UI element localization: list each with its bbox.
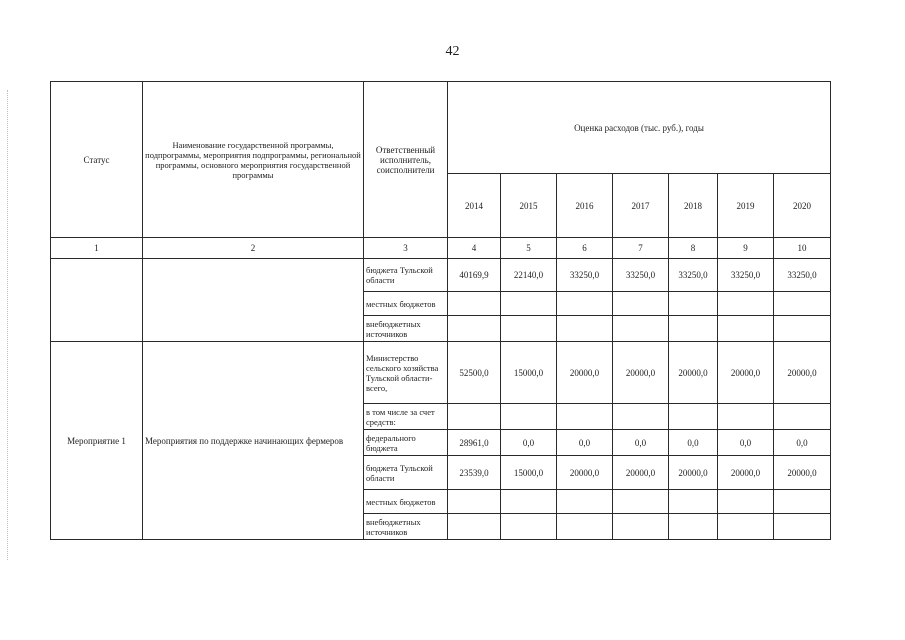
value-cell (501, 490, 557, 514)
event-status: Мероприятие 1 (51, 342, 143, 540)
value-cell: 33250,0 (613, 259, 669, 292)
header-status: Статус (51, 82, 143, 238)
value-cell: 20000,0 (718, 456, 774, 490)
value-cell (501, 292, 557, 316)
source-cell: Министерство сельского хозяйства Тульской области- всего, (364, 342, 448, 404)
value-cell (557, 404, 613, 430)
source-cell: местных бюджетов (364, 490, 448, 514)
column-number: 10 (774, 238, 831, 259)
block1-status-cell (51, 259, 143, 342)
value-cell: 15000,0 (501, 456, 557, 490)
value-cell (557, 316, 613, 342)
value-cell (448, 514, 501, 540)
value-cell (774, 514, 831, 540)
value-cell (669, 514, 718, 540)
value-cell (448, 490, 501, 514)
value-cell (613, 514, 669, 540)
value-cell: 28961,0 (448, 430, 501, 456)
value-cell (718, 490, 774, 514)
value-cell (613, 404, 669, 430)
value-cell: 0,0 (718, 430, 774, 456)
value-cell (613, 292, 669, 316)
value-cell: 33250,0 (557, 259, 613, 292)
value-cell: 52500,0 (448, 342, 501, 404)
value-cell: 0,0 (557, 430, 613, 456)
block1-name-cell (143, 259, 364, 342)
column-number: 2 (143, 238, 364, 259)
value-cell (718, 292, 774, 316)
value-cell (557, 490, 613, 514)
value-cell (669, 490, 718, 514)
value-cell (501, 316, 557, 342)
value-cell: 23539,0 (448, 456, 501, 490)
table-row (51, 342, 831, 404)
value-cell (448, 316, 501, 342)
value-cell: 20000,0 (669, 456, 718, 490)
value-cell (774, 404, 831, 430)
value-cell (669, 292, 718, 316)
value-cell: 40169,9 (448, 259, 501, 292)
value-cell: 20000,0 (774, 456, 831, 490)
value-cell: 33250,0 (669, 259, 718, 292)
source-cell: бюджета Тульской области (364, 456, 448, 490)
budget-table (50, 81, 831, 540)
source-cell: внебюджетных источников (364, 316, 448, 342)
header-executor: Ответственный исполнитель, соисполнители (364, 82, 448, 238)
value-cell (448, 292, 501, 316)
year-cell: 2015 (501, 174, 557, 238)
column-number: 3 (364, 238, 448, 259)
value-cell (669, 316, 718, 342)
value-cell (501, 404, 557, 430)
value-cell: 20000,0 (613, 456, 669, 490)
value-cell (557, 292, 613, 316)
value-cell (669, 404, 718, 430)
year-cell: 2014 (448, 174, 501, 238)
value-cell (774, 292, 831, 316)
value-cell: 0,0 (774, 430, 831, 456)
year-cell: 2016 (557, 174, 613, 238)
year-cell: 2017 (613, 174, 669, 238)
value-cell: 20000,0 (718, 342, 774, 404)
year-cell: 2018 (669, 174, 718, 238)
header-costs: Оценка расходов (тыс. руб.), годы (448, 82, 831, 174)
column-number: 7 (613, 238, 669, 259)
value-cell: 33250,0 (774, 259, 831, 292)
source-cell: федерального бюджета (364, 430, 448, 456)
page-number: 42 (445, 44, 460, 59)
header-name: Наименование государственной программы, подпрограммы, мероприятия подпрограммы, региональной программы, основного мероприятия государственной программы (143, 82, 364, 238)
source-cell: местных бюджетов (364, 292, 448, 316)
source-cell: в том числе за счет средств: (364, 404, 448, 430)
header-row-top (51, 82, 831, 174)
column-number: 5 (501, 238, 557, 259)
event-name: Мероприятия по поддержке начинающих фермеров (143, 342, 364, 540)
value-cell: 0,0 (669, 430, 718, 456)
value-cell: 0,0 (613, 430, 669, 456)
value-cell: 33250,0 (718, 259, 774, 292)
value-cell (448, 404, 501, 430)
value-cell (718, 316, 774, 342)
value-cell (613, 490, 669, 514)
column-number-row (51, 238, 831, 259)
source-cell: бюджета Тульской области (364, 259, 448, 292)
column-number: 1 (51, 238, 143, 259)
value-cell (774, 490, 831, 514)
value-cell (718, 514, 774, 540)
value-cell (718, 404, 774, 430)
value-cell (613, 316, 669, 342)
column-number: 9 (718, 238, 774, 259)
value-cell: 20000,0 (669, 342, 718, 404)
column-number: 6 (557, 238, 613, 259)
value-cell (501, 514, 557, 540)
value-cell (774, 316, 831, 342)
scan-edge-marks (7, 90, 9, 560)
value-cell: 15000,0 (501, 342, 557, 404)
value-cell: 20000,0 (557, 342, 613, 404)
value-cell: 0,0 (501, 430, 557, 456)
year-cell: 2020 (774, 174, 831, 238)
value-cell: 22140,0 (501, 259, 557, 292)
value-cell: 20000,0 (774, 342, 831, 404)
table-row (51, 259, 831, 292)
value-cell: 20000,0 (557, 456, 613, 490)
source-cell: внебюджетных источников (364, 514, 448, 540)
column-number: 8 (669, 238, 718, 259)
value-cell: 20000,0 (613, 342, 669, 404)
value-cell (557, 514, 613, 540)
year-cell: 2019 (718, 174, 774, 238)
column-number: 4 (448, 238, 501, 259)
